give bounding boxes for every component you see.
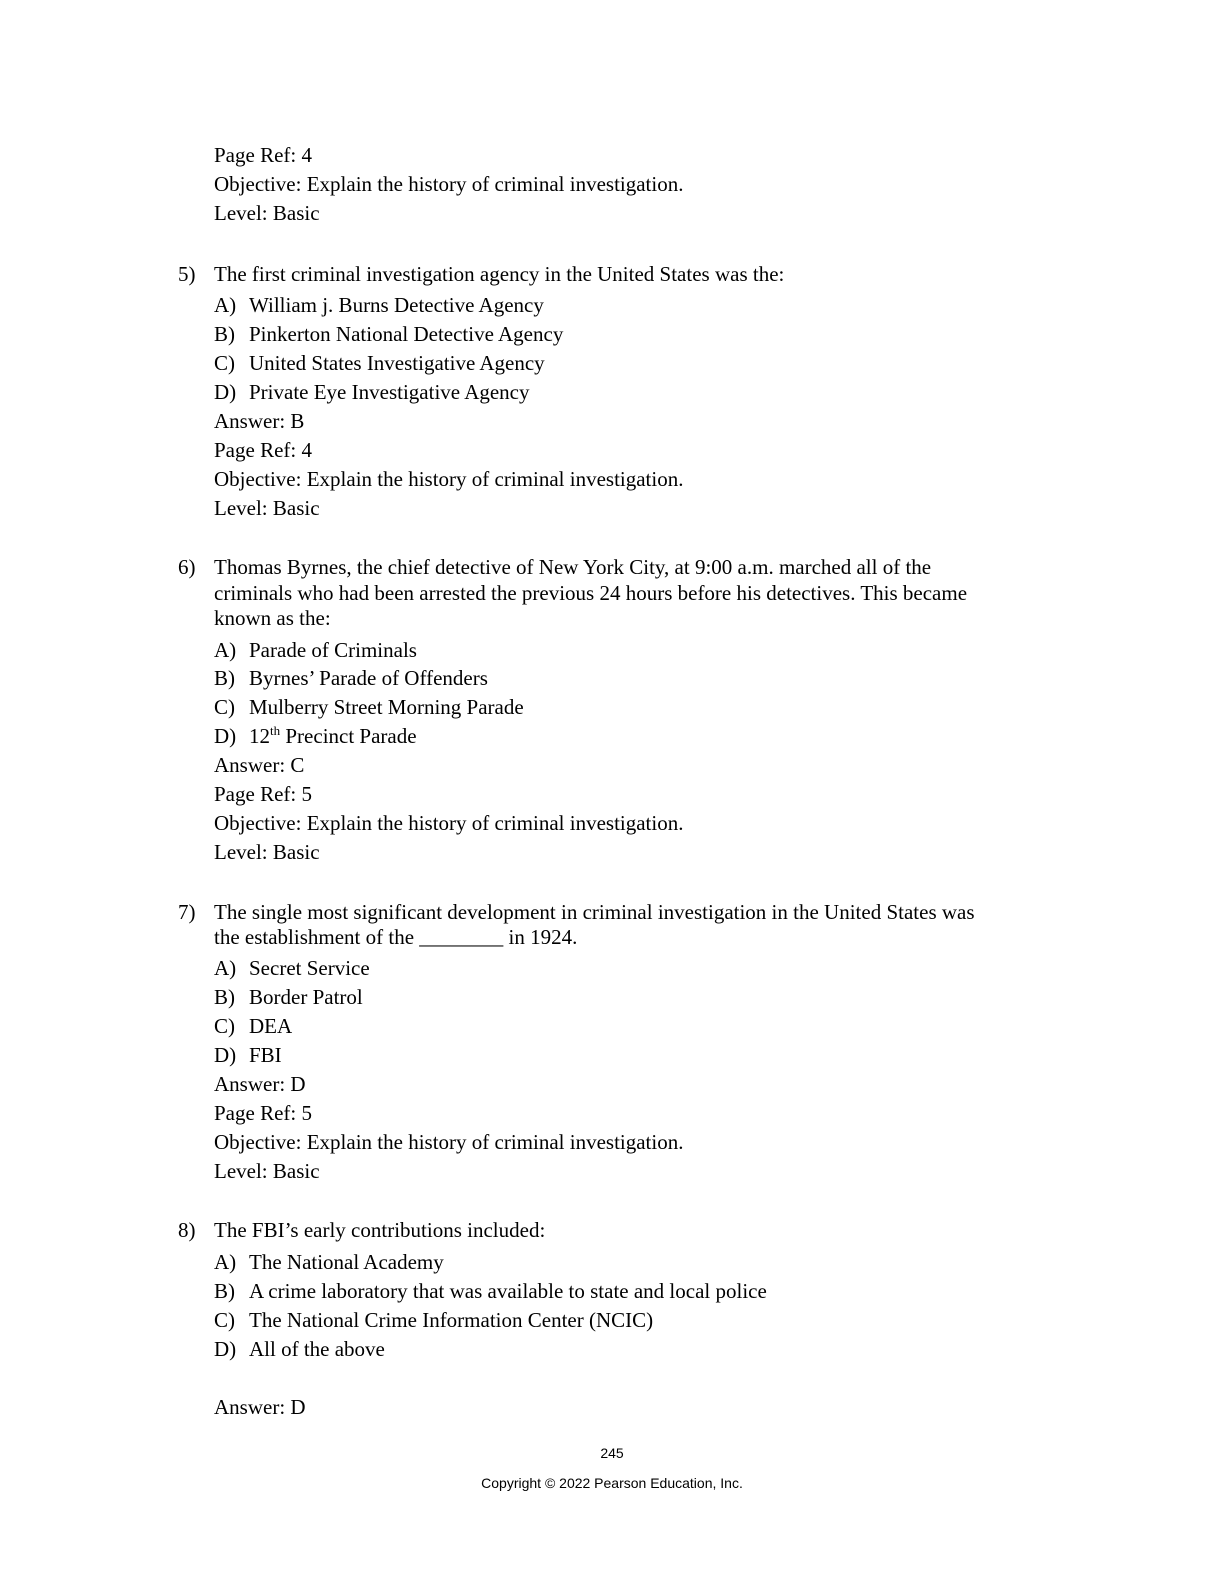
option-letter: D) bbox=[214, 1337, 237, 1361]
option-text-rest: Precinct Parade bbox=[280, 724, 417, 748]
question-text: the establishment of the ________ in 1924. bbox=[214, 925, 578, 949]
level: Level: Basic bbox=[214, 1159, 320, 1183]
option-letter: B) bbox=[214, 322, 235, 346]
option-letter: B) bbox=[214, 1279, 235, 1303]
ordinal-suffix: th bbox=[270, 723, 281, 738]
option-letter: D) bbox=[214, 1043, 237, 1067]
option-text-number: 12 bbox=[249, 724, 270, 748]
page-number: 245 bbox=[600, 1445, 624, 1461]
objective: Objective: Explain the history of criminal investigation. bbox=[214, 811, 684, 835]
page-ref: Page Ref: 5 bbox=[214, 1101, 312, 1125]
question-text: criminals who had been arrested the previous 24 hours before his detectives. This became bbox=[214, 581, 968, 605]
question-number: 8) bbox=[178, 1218, 196, 1242]
level: Level: Basic bbox=[214, 201, 320, 225]
answer: Answer: D bbox=[214, 1072, 306, 1096]
page-ref: Page Ref: 4 bbox=[214, 143, 312, 167]
answer: Answer: D bbox=[214, 1395, 306, 1419]
option-letter: C) bbox=[214, 695, 235, 719]
option-text: DEA bbox=[249, 1014, 293, 1038]
option-text: FBI bbox=[249, 1043, 282, 1067]
option-letter: D) bbox=[214, 380, 237, 404]
question-number: 7) bbox=[178, 900, 196, 924]
question-number: 6) bbox=[178, 555, 196, 579]
option-letter: B) bbox=[214, 666, 235, 690]
answer: Answer: C bbox=[214, 753, 305, 777]
question-text: The single most significant development in criminal investigation in the United States was bbox=[214, 900, 975, 924]
question-text: The first criminal investigation agency in the United States was the: bbox=[214, 262, 785, 286]
question-text: known as the: bbox=[214, 606, 331, 630]
question-text: The FBI’s early contributions included: bbox=[214, 1218, 546, 1242]
option-text: The National Academy bbox=[249, 1250, 444, 1274]
objective: Objective: Explain the history of criminal investigation. bbox=[214, 467, 684, 491]
option-letter: B) bbox=[214, 985, 235, 1009]
answer: Answer: B bbox=[214, 409, 305, 433]
option-text: Pinkerton National Detective Agency bbox=[249, 322, 564, 346]
option-letter: A) bbox=[214, 293, 237, 317]
option-letter: C) bbox=[214, 351, 235, 375]
objective: Objective: Explain the history of criminal investigation. bbox=[214, 172, 684, 196]
option-text: Mulberry Street Morning Parade bbox=[249, 695, 524, 719]
option-text: Parade of Criminals bbox=[249, 638, 417, 662]
option-text: The National Crime Information Center (NCIC) bbox=[249, 1308, 654, 1332]
option-text: All of the above bbox=[249, 1337, 385, 1361]
option-letter: A) bbox=[214, 638, 237, 662]
option-text bbox=[249, 723, 417, 749]
question-text: Thomas Byrnes, the chief detective of New York City, at 9:00 a.m. marched all of the bbox=[214, 555, 932, 579]
level: Level: Basic bbox=[214, 496, 320, 520]
option-letter: A) bbox=[214, 956, 237, 980]
option-letter: D) bbox=[214, 724, 237, 748]
page-ref: Page Ref: 5 bbox=[214, 782, 312, 806]
option-text: William j. Burns Detective Agency bbox=[249, 293, 544, 317]
option-letter: C) bbox=[214, 1014, 235, 1038]
option-letter: C) bbox=[214, 1308, 235, 1332]
option-text: United States Investigative Agency bbox=[249, 351, 545, 375]
option-text: Byrnes’ Parade of Offenders bbox=[249, 666, 488, 690]
option-text: Border Patrol bbox=[249, 985, 363, 1009]
option-text: Private Eye Investigative Agency bbox=[249, 380, 530, 404]
option-text: Secret Service bbox=[249, 956, 370, 980]
page-ref: Page Ref: 4 bbox=[214, 438, 312, 462]
objective: Objective: Explain the history of criminal investigation. bbox=[214, 1130, 684, 1154]
option-text: A crime laboratory that was available to state and local police bbox=[249, 1279, 767, 1303]
level: Level: Basic bbox=[214, 840, 320, 864]
option-letter: A) bbox=[214, 1250, 237, 1274]
question-number: 5) bbox=[178, 262, 196, 286]
copyright: Copyright © 2022 Pearson Education, Inc. bbox=[481, 1475, 743, 1491]
